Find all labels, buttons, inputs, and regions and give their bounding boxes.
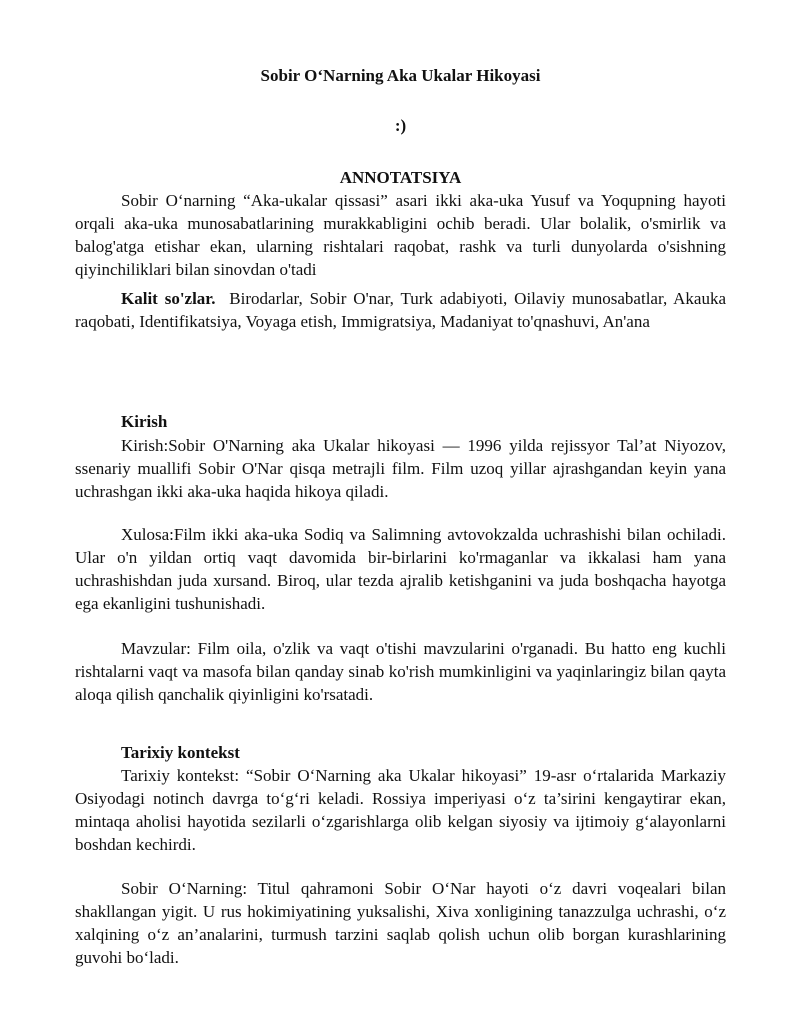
intro-paragraph: Kirish:Sobir O'Narning aka Ukalar hikoyasi — 1996 yilda rejissyor Tal’at Niyozov, ssenariy muallifi Sobir O'Nar qisqa metrajli film. Film uzoq yillar ajrashgandan keyin yana uchrashgan ikki aka-uka haqida hikoya qiladi. <box>75 436 726 501</box>
annotation-paragraph: Sobir O‘narning “Aka-ukalar qissasi” asari ikki aka-uka Yusuf va Yoqupning hayoti orqali aka-uka munosabatlarining murakkabligini ochib beradi. Ular bolalik, o'smirlik va balog'atga etishar ekan, ularning rishtalari raqobat, rashk va turli dunyolarda o'sishning qiyinchiliklari bilan sinovdan o'tadi <box>75 191 726 279</box>
history-paragraph: Tarixiy kontekst: “Sobir O‘Narning aka Ukalar hikoyasi” 19-asr o‘rtalarida Markaziy Osiyodagi notinch davrga to‘g‘ri keladi. Rossiya imperiyasi o‘z ta’sirini kengaytirar ekan, mintaqa aholisi hayotida sezilarli o‘zgarishlarga olib kelgan siyosiy va ijtimoiy g‘alayonlarni boshdan kechirdi. <box>75 766 726 854</box>
annotation-heading: ANNOTATSIYA <box>339 168 462 187</box>
keywords-label: Kalit so'zlar. <box>121 289 216 308</box>
character-paragraph: Sobir O‘Narning: Titul qahramoni Sobir O‘Nar hayoti o‘z davri voqealari bilan shakllangan yigit. U rus hokimiyatining yuksalishi, Xiva xonligining tanazzulga uchrashi, o‘z xalqining o‘z an’analarini, turmush tarzini saqlab qolish uchun olib borgan kurashlarining guvohi bo‘ladi. <box>75 879 726 967</box>
document-title: Sobir O‘Narning Aka Ukalar Hikoyasi <box>260 66 541 85</box>
conclusion-paragraph: Xulosa:Film ikki aka-uka Sodiq va Salimning avtovokzalda uchrashishi bilan ochiladi. Ular o'n yildan ortiq vaqt davomida bir-birlarini ko'rmaganlar va ikkalasi ham yana uchrashishdan juda xursand. Biroq, ular tezda ajralib ketishganini va juda boshqacha hayotga ega ekanligini tushunishadi. <box>75 525 726 613</box>
intro-heading: Kirish <box>121 412 168 431</box>
history-heading: Tarixiy kontekst <box>121 743 240 762</box>
themes-paragraph: Mavzular: Film oila, o'zlik va vaqt o'tishi mavzularini o'rganadi. Bu hatto eng kuchli rishtalarni vaqt va masofa bilan qanday sinab ko'rish mumkinligini va yaqinlaringiz bilan qayta aloqa qilish qanchalik qiyinligini ko'rsatadi. <box>75 639 726 704</box>
keywords-text: Birodarlar, Sobir O'nar, Turk adabiyoti, Oilaviy munosabatlar, Akauka raqobati, Identifikatsiya, Voyaga etish, Immigratsiya, Madaniyat to'qnashuvi, An'ana <box>75 289 726 331</box>
smiley-line: :) <box>394 116 407 135</box>
keywords-paragraph <box>75 287 726 333</box>
